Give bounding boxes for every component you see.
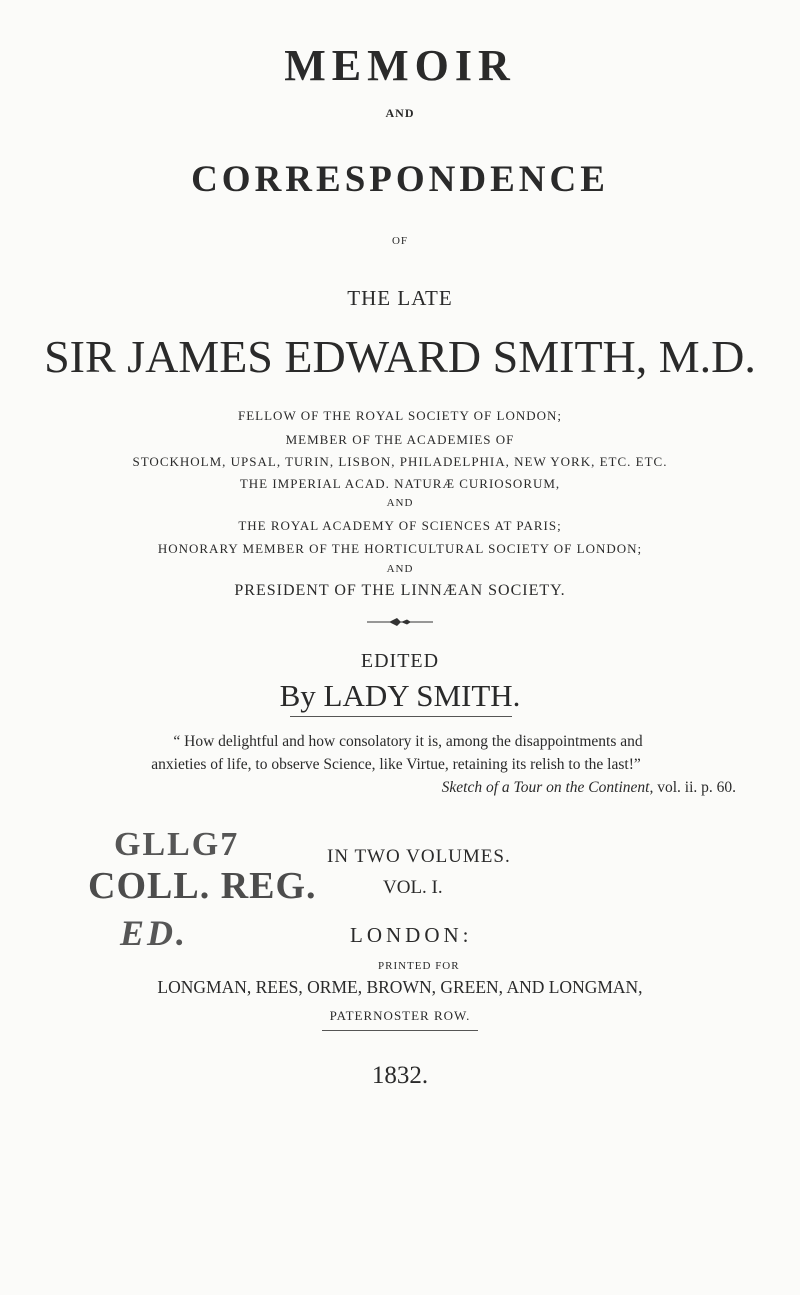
credential-line: MEMBER OF THE ACADEMIES OF — [285, 432, 515, 447]
title-memoir: MEMOIR — [284, 41, 516, 90]
epigraph-source — [442, 779, 736, 797]
editor-name: By LADY SMITH. — [279, 678, 521, 713]
connector-and: AND — [385, 106, 415, 120]
stamp-line: COLL. REG. — [88, 865, 317, 907]
the-late: THE LATE — [347, 286, 453, 310]
volumes-count: IN TWO VOLUMES. — [327, 846, 511, 867]
imprint-city: LONDON: — [350, 923, 473, 947]
epigraph-line: anxieties of life, to observe Science, like Virtue, retaining its relish to the last!” — [151, 756, 641, 773]
volume-number: VOL. I. — [383, 877, 443, 898]
printed-for: PRINTED FOR — [378, 960, 460, 972]
publishers: LONGMAN, REES, ORME, BROWN, GREEN, AND LONGMAN, — [157, 977, 643, 997]
ornamental-rule — [367, 617, 433, 627]
credential-line: PRESIDENT OF THE LINNÆAN SOCIETY. — [234, 582, 566, 599]
publication-year: 1832. — [371, 1062, 429, 1089]
credential-line: THE ROYAL ACADEMY OF SCIENCES AT PARIS; — [238, 518, 562, 533]
library-stamp — [88, 826, 328, 966]
divider — [322, 1030, 478, 1031]
edited-label: EDITED — [360, 650, 440, 672]
divider — [290, 716, 512, 717]
credential-line: AND — [386, 497, 414, 509]
credential-line: STOCKHOLM, UPSAL, TURIN, LISBON, PHILADELPHIA, NEW YORK, ETC. ETC. — [132, 454, 668, 469]
stamp-line: GLLG7 — [114, 826, 240, 863]
epigraph-line: “ How delightful and how consolatory it is, among the disappointments and — [173, 733, 643, 750]
epigraph-source-ref: vol. ii. p. 60. — [653, 779, 736, 796]
credential-line: HONORARY MEMBER OF THE HORTICULTURAL SOCIETY OF LONDON; — [157, 541, 643, 556]
stamp-line: ED. — [120, 913, 189, 953]
credential-line: THE IMPERIAL ACAD. NATURÆ CURIOSORUM, — [239, 476, 561, 491]
credential-line: FELLOW OF THE ROYAL SOCIETY OF LONDON; — [238, 408, 562, 423]
title-correspondence: CORRESPONDENCE — [191, 159, 609, 200]
connector-of: OF — [391, 235, 409, 247]
subject-name: SIR JAMES EDWARD SMITH, M.D. — [44, 331, 756, 382]
credential-line: AND — [386, 563, 414, 575]
publisher-address: PATERNOSTER ROW. — [329, 1008, 471, 1023]
epigraph-source-title: Sketch of a Tour on the Continent, — [441, 779, 654, 796]
